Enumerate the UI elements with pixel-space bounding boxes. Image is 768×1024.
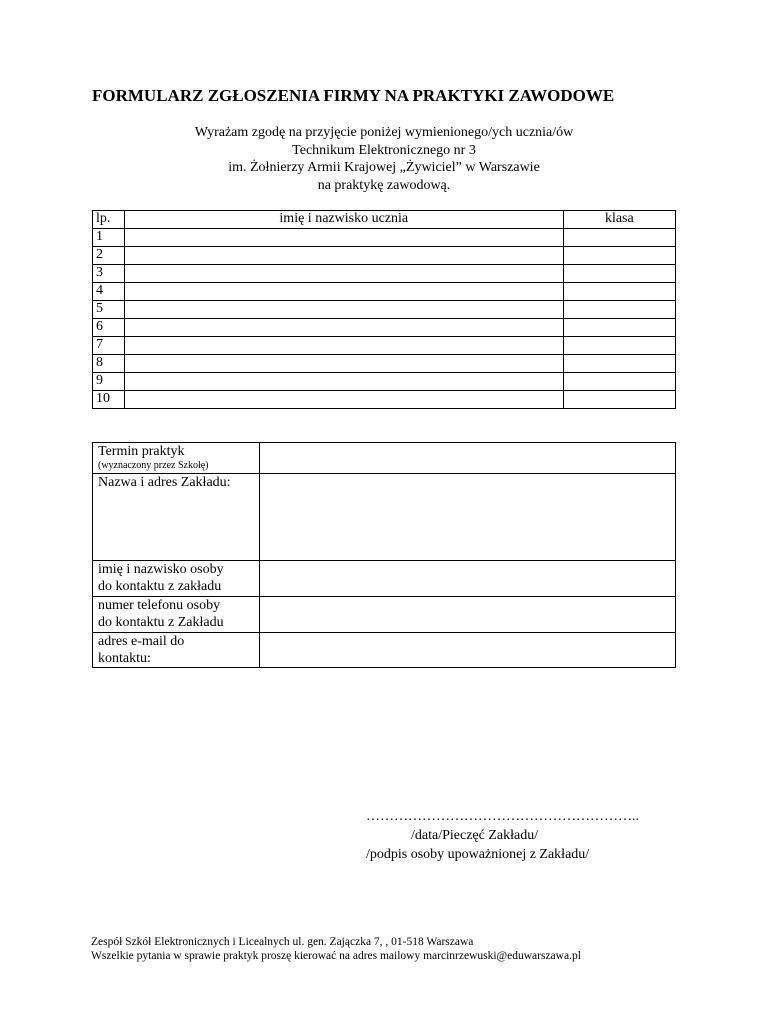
row-number: 7 [93,337,125,355]
term-row [93,443,676,474]
row-number: 9 [93,373,125,391]
student-name-cell[interactable] [124,247,563,265]
table-row [93,247,676,265]
table-row [93,229,676,247]
term-note: (wyznaczony przez Szkołę) [98,460,209,471]
email-value-cell[interactable] [259,633,675,668]
students-table [92,210,676,409]
row-number: 8 [93,355,125,373]
email-label-cell [93,633,260,668]
table-row [93,301,676,319]
table-row [93,319,676,337]
student-name-cell[interactable] [124,337,563,355]
intro-line: Wyrażam zgodę na przyjęcie poniżej wymienionego/ych ucznia/ów [194,125,574,140]
row-number: 10 [93,391,125,409]
row-number: 5 [93,301,125,319]
contact-person-row [93,561,676,597]
row-number: 1 [93,229,125,247]
table-row [93,373,676,391]
table-row [93,265,676,283]
signature-authorized-label: /podpis osoby upoważnionej z Zakładu/ [366,847,590,862]
student-class-cell[interactable] [563,355,675,373]
signature-dotted-line: ………………………………………………….. [366,809,639,824]
intro-line: na praktykę zawodową. [317,177,451,193]
name-address-row [93,474,676,561]
student-class-cell[interactable] [563,391,675,409]
row-number: 6 [93,319,125,337]
form-title: FORMULARZ ZGŁOSZENIA FIRMY NA PRAKTYKI ZAWODOWE [92,86,615,105]
student-class-cell[interactable] [563,265,675,283]
intro-text [0,124,768,194]
table-row [93,391,676,409]
row-number: 4 [93,283,125,301]
footer-contact: Wszelkie pytania w sprawie praktyk proszę kierować na adres mailowy marcinrzewuski@eduwarszawa.pl [91,950,581,962]
row-number: 2 [93,247,125,265]
students-table-header [93,211,676,229]
student-class-cell[interactable] [563,319,675,337]
student-name-cell[interactable] [124,301,563,319]
table-row [93,337,676,355]
phone-label: do kontaktu z Zakładu [98,615,224,630]
term-label: Termin praktyk [98,444,185,459]
table-row [93,355,676,373]
table-row [93,283,676,301]
signature-block [366,807,639,864]
term-value-cell[interactable] [259,443,675,474]
student-class-cell[interactable] [563,247,675,265]
header-student-name: imię i nazwisko ucznia [124,211,563,229]
term-label-cell [93,443,260,474]
header-lp: lp. [93,211,125,229]
intro-line: im. Żołnierzy Armii Krajowej „Żywiciel” w Warszawie [228,160,540,175]
page-footer [91,935,581,963]
header-class: klasa [563,211,675,229]
student-name-cell[interactable] [124,229,563,247]
email-label: kontaktu: [98,651,151,666]
contact-person-label-cell [93,561,260,597]
signature-date-stamp-label: /data/Pieczęć Zakładu/ [411,828,539,843]
student-class-cell[interactable] [563,373,675,391]
phone-row [93,597,676,633]
name-address-value-cell[interactable] [259,474,675,561]
student-name-cell[interactable] [124,319,563,337]
email-row [93,633,676,668]
company-details-table [92,442,676,668]
email-label: adres e-mail do [98,634,185,649]
student-name-cell[interactable] [124,391,563,409]
footer-address: Zespół Szkół Elektronicznych i Licealnych ul. gen. Zajączka 7, , 01-518 Warszawa [91,936,474,948]
intro-line: Technikum Elektronicznego nr 3 [292,142,476,158]
student-class-cell[interactable] [563,229,675,247]
student-name-cell[interactable] [124,265,563,283]
row-number: 3 [93,265,125,283]
student-name-cell[interactable] [124,355,563,373]
student-name-cell[interactable] [124,283,563,301]
name-address-label: Nazwa i adres Zakładu: [93,474,260,561]
contact-person-label: do kontaktu z zakładu [98,579,222,594]
student-class-cell[interactable] [563,337,675,355]
student-class-cell[interactable] [563,301,675,319]
phone-label: numer telefonu osoby [98,598,221,613]
phone-label-cell [93,597,260,633]
student-name-cell[interactable] [124,373,563,391]
student-class-cell[interactable] [563,283,675,301]
contact-person-value-cell[interactable] [259,561,675,597]
contact-person-label: imię i nazwisko osoby [98,562,224,577]
phone-value-cell[interactable] [259,597,675,633]
